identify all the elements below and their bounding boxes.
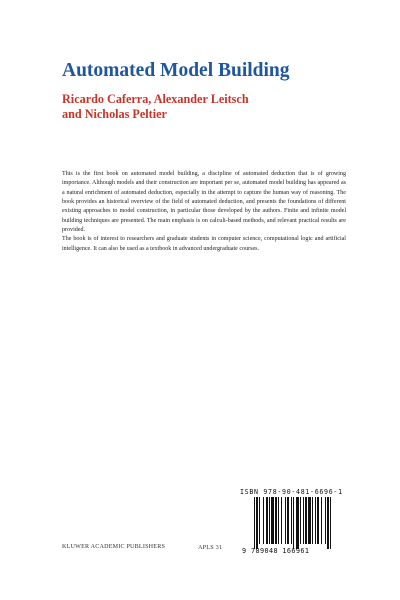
- barcode-bar: [303, 497, 304, 544]
- barcode-bar: [325, 497, 326, 544]
- barcode-bar: [312, 497, 313, 544]
- barcode-bar: [308, 497, 311, 544]
- barcode-bar: [315, 497, 316, 544]
- barcode-bar: [321, 497, 322, 544]
- barcode-bar: [271, 497, 274, 544]
- book-description: [62, 170, 346, 254]
- description-paragraph-1: This is the first book on automated model building, a discipline of automated deduction that is of growing importance. Although models and their construction are important per se, automated model building has appeared as a natural enrichment of automated deduction, especially in the attempt to capture the human way of reasoning. The book provides an historical overview of the field of automated deduction, and presents the foundations of different existing approaches to model construction, in particular those developed by the authors. Finite and infinite model building techniques are presented. The main emphasis is on calculi-based methods, and relevant practical results are provided.: [62, 171, 346, 234]
- barcode-bar: [285, 497, 286, 544]
- book-title: Automated Model Building: [62, 60, 290, 81]
- barcode-bar: [327, 497, 329, 549]
- author-list: [62, 92, 382, 122]
- description-paragraph-2: The book is of interest to researchers and graduate students in computer science, computational logic and artificial intelligence. It can also be used as a textbook in advanced undergraduate courses.: [62, 236, 346, 252]
- barcode-bar: [291, 497, 292, 544]
- barcode-digits: 9 789048 166961: [242, 547, 310, 555]
- barcode-bar: [281, 497, 282, 544]
- author-line-2: and Nicholas Peltier: [62, 107, 167, 121]
- barcode-graphic: [252, 497, 338, 549]
- barcode-bar: [305, 497, 307, 544]
- barcode-bar: [317, 497, 319, 544]
- author-line-1: Ricardo Caferra, Alexander Leitsch: [62, 92, 249, 106]
- barcode-bar: [259, 497, 260, 544]
- publisher-name: KLUWER ACADEMIC PUBLISHERS: [62, 544, 166, 550]
- barcode-bar: [254, 497, 255, 549]
- barcode-bar: [263, 497, 264, 544]
- barcode-bar: [287, 497, 289, 544]
- barcode-bar: [275, 497, 277, 544]
- barcode-bar: [278, 497, 279, 544]
- barcode-bar: [330, 497, 331, 549]
- barcode-bar: [256, 497, 258, 549]
- barcode-bar: [293, 497, 294, 549]
- barcode-bar: [296, 497, 299, 549]
- barcode-bar: [300, 497, 301, 544]
- isbn-text: ISBN 978-90-481-6696-1: [240, 488, 343, 496]
- barcode-bar: [269, 497, 270, 544]
- barcode-bar: [266, 497, 268, 544]
- series-number: APLS 31: [198, 544, 223, 551]
